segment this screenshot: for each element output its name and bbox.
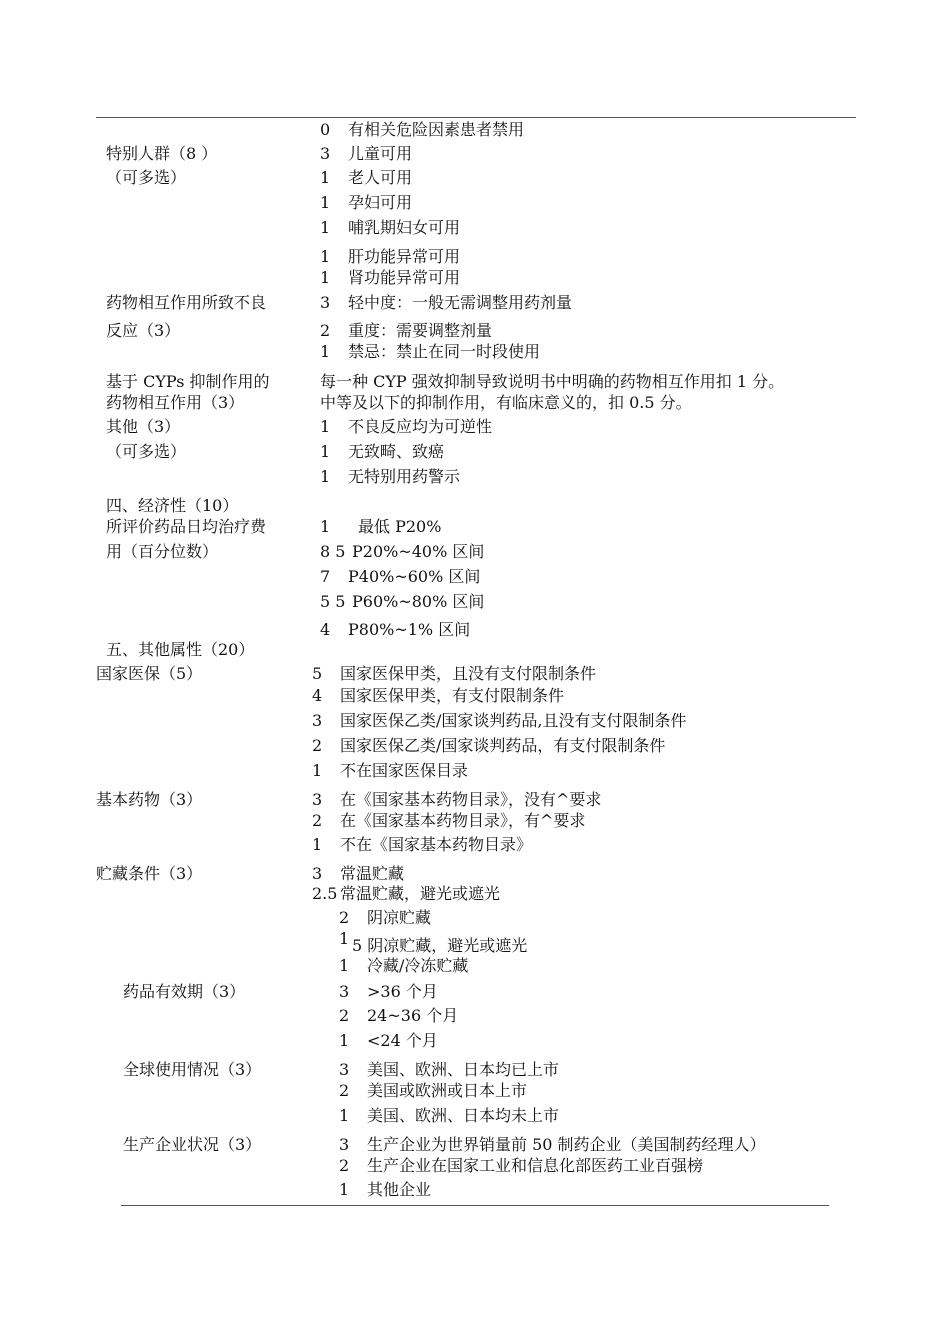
option-text: 美国、欧洲、日本均未上市	[367, 1106, 560, 1125]
score: 1	[339, 1106, 350, 1125]
score: 1	[320, 247, 331, 266]
option-text: 5 阴凉贮藏，避光或遮光	[352, 936, 528, 955]
criterion-label: 贮藏条件（3）	[96, 864, 203, 883]
option-text: 不良反应均为可逆性	[348, 417, 493, 436]
option-text: >36 个月	[367, 982, 438, 1001]
score: 2	[320, 321, 331, 340]
criterion-label: 基于 CYPs 抑制作用的	[106, 372, 270, 391]
section-heading: 四、经济性（10）	[106, 496, 239, 515]
criterion-label: 其他（3）	[106, 417, 181, 436]
score: 5 5	[320, 592, 346, 611]
score: 2	[339, 1156, 350, 1175]
score: 3	[320, 293, 331, 312]
option-text: 中等及以下的抑制作用，有临床意义的，扣 0.5 分。	[320, 393, 692, 412]
option-text: P20%~40% 区间	[352, 542, 485, 561]
option-text: 肾功能异常可用	[348, 268, 461, 287]
option-text: 哺乳期妇女可用	[348, 218, 461, 237]
score: 1	[320, 342, 331, 361]
criterion-label: 药品有效期（3）	[123, 982, 246, 1001]
score: 0	[320, 120, 331, 139]
criterion-label: 全球使用情况（3）	[123, 1060, 262, 1079]
criterion-label: （可多选）	[106, 168, 187, 187]
score: 1	[320, 442, 331, 461]
score: 2	[339, 908, 350, 927]
option-text: 每一种 CYP 强效抑制导致说明书中明确的药物相互作用扣 1 分。	[320, 372, 785, 391]
criterion-label: 用（百分位数）	[106, 542, 219, 561]
score: 1	[339, 929, 350, 948]
option-text: 常温贮藏，避光或遮光	[340, 884, 501, 903]
option-text: 常温贮藏	[340, 864, 405, 883]
score: 1	[320, 193, 331, 212]
score: 1	[339, 1031, 350, 1050]
section-heading: 五、其他属性（20）	[106, 640, 255, 659]
score: 2	[312, 736, 323, 755]
score: 3	[339, 1135, 350, 1154]
option-text: 在《国家基本药物目录》，没有^要求	[340, 790, 602, 809]
option-text: 老人可用	[348, 168, 413, 187]
score: 5	[312, 664, 323, 683]
option-text: 不在《国家基本药物目录》	[340, 835, 533, 854]
score: 1	[320, 218, 331, 237]
option-text: 其他企业	[367, 1180, 432, 1199]
option-text: 禁忌：禁止在同一时段使用	[348, 342, 541, 361]
bottom-rule	[121, 1205, 829, 1206]
option-text: 最低 P20%	[358, 517, 442, 536]
criterion-label: 生产企业状况（3）	[123, 1135, 262, 1154]
option-text: 阴凉贮藏	[367, 908, 432, 927]
option-text: P60%~80% 区间	[352, 592, 485, 611]
criterion-label: 药物相互作用（3）	[106, 393, 245, 412]
option-text: 儿童可用	[348, 144, 413, 163]
option-text: 美国或欧洲或日本上市	[367, 1081, 528, 1100]
option-text: <24 个月	[367, 1031, 438, 1050]
score: 2	[312, 811, 323, 830]
criterion-label: 反应（3）	[106, 321, 181, 340]
option-text: 孕妇可用	[348, 193, 413, 212]
option-text: 生产企业在国家工业和信息化部医药工业百强榜	[367, 1156, 704, 1175]
criterion-label: 国家医保（5）	[96, 664, 203, 683]
option-text: 重度：需要调整剂量	[348, 321, 493, 340]
score: 4	[312, 686, 323, 705]
score: 1	[312, 835, 323, 854]
criterion-label: 特别人群（8 ）	[106, 144, 218, 163]
score: 1	[320, 168, 331, 187]
score: 2.5	[312, 884, 338, 903]
option-text: 国家医保甲类，且没有支付限制条件	[340, 664, 597, 683]
option-text: 国家医保甲类，有支付限制条件	[340, 686, 565, 705]
option-text: 肝功能异常可用	[348, 247, 461, 266]
option-text: 不在国家医保目录	[340, 761, 469, 780]
score: 1	[320, 467, 331, 486]
score: 2	[339, 1006, 350, 1025]
score: 1	[320, 517, 331, 536]
option-text: 国家医保乙类/国家谈判药品,且没有支付限制条件	[340, 711, 687, 730]
score: 8 5	[320, 542, 346, 561]
score: 1	[312, 761, 323, 780]
score: 7	[320, 567, 331, 586]
option-text: 生产企业为世界销量前 50 制药企业（美国制药经理人）	[367, 1135, 766, 1154]
criterion-label: 药物相互作用所致不良	[106, 293, 267, 312]
score: 1	[339, 956, 350, 975]
score: 1	[339, 1180, 350, 1199]
option-text: P40%~60% 区间	[348, 567, 481, 586]
option-text: 无特别用药警示	[348, 467, 461, 486]
option-text: 美国、欧洲、日本均已上市	[367, 1060, 560, 1079]
score: 3	[339, 1060, 350, 1079]
option-text: P80%~1% 区间	[348, 620, 471, 639]
score: 3	[320, 144, 331, 163]
option-text: 在《国家基本药物目录》，有^要求	[340, 811, 586, 830]
score: 4	[320, 620, 331, 639]
option-text: 轻中度：一般无需调整用药剂量	[348, 293, 573, 312]
option-text: 国家医保乙类/国家谈判药品，有支付限制条件	[340, 736, 666, 755]
criterion-label: 基本药物（3）	[96, 790, 203, 809]
option-text: 24~36 个月	[367, 1006, 459, 1025]
score: 3	[312, 711, 323, 730]
criterion-label: （可多选）	[106, 442, 187, 461]
score: 1	[320, 268, 331, 287]
score: 2	[339, 1081, 350, 1100]
score: 3	[312, 864, 323, 883]
score: 3	[312, 790, 323, 809]
option-text: 冷藏/冷冻贮藏	[367, 956, 469, 975]
score: 1	[320, 417, 331, 436]
criterion-label: 所评价药品日均治疗费	[106, 517, 267, 536]
score: 3	[339, 982, 350, 1001]
top-rule	[96, 117, 856, 118]
option-text: 有相关危险因素患者禁用	[348, 120, 525, 139]
option-text: 无致畸、致癌	[348, 442, 445, 461]
